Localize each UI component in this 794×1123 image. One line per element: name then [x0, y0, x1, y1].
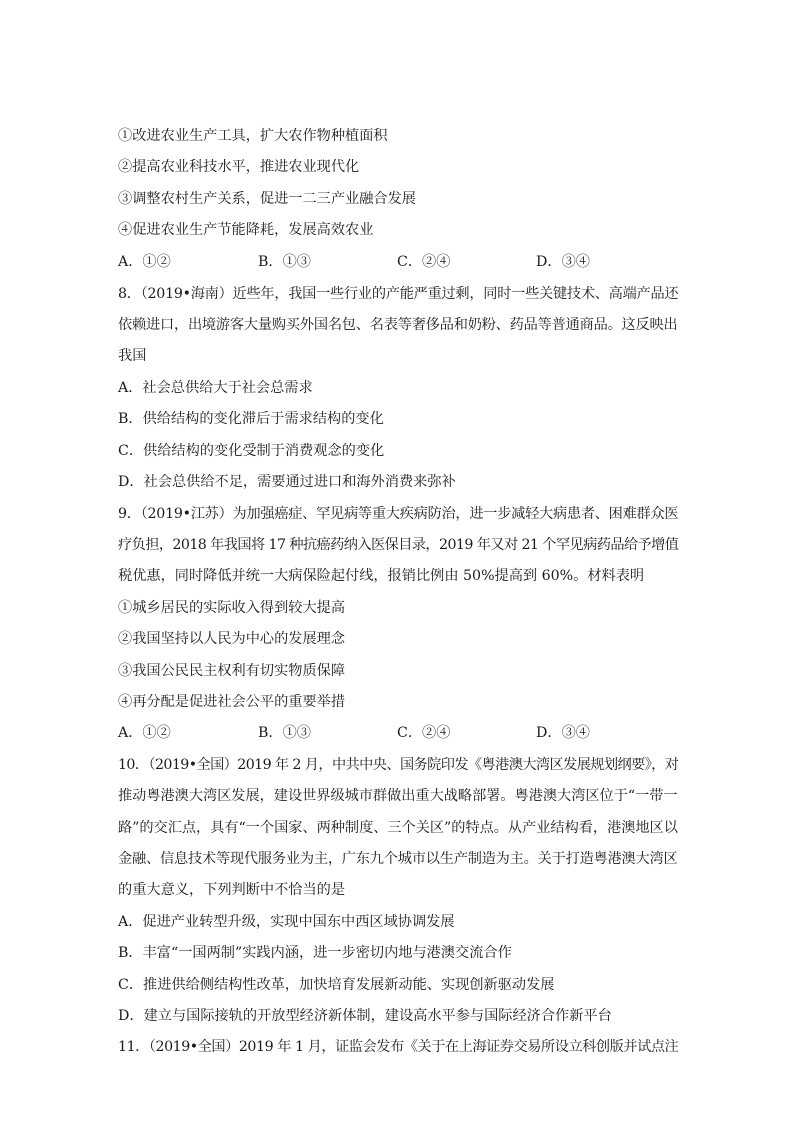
q9-item-2: ②我国坚持以人民为中心的发展理念 [118, 631, 346, 647]
q9-option-d: D．③④ [536, 725, 590, 741]
q10-stem-line-3: 路”的交汇点，具有“一个国家、两种制度、三个关区”的特点。从产业结构看，港澳地区以 [118, 820, 678, 836]
q8-option-c: C．供给结构的变化受制于消费观念的变化 [118, 443, 385, 459]
q9-stem-line-1: 9．（2019•江苏）为加强癌症、罕见病等重大疾病防治，进一步减轻大病患者、困难群众医 [118, 506, 679, 522]
q7-option-a: A．①② [118, 254, 171, 270]
q9-stem-line-3: 税优惠，同时降低并统一大病保险起付线，报销比例由 50%提高到 60%。材料表明 [118, 568, 645, 584]
q10-option-b: B．丰富“一国两制”实践内涵，进一步密切内地与港澳交流合作 [118, 945, 512, 961]
q7-option-b: B．①③ [258, 254, 311, 270]
q9-options [118, 723, 678, 743]
q7-item-3: ③调整农村生产关系，促进一二三产业融合发展 [118, 191, 416, 207]
q9-option-c: C．②④ [397, 725, 451, 741]
q10-stem-line-2: 推动粤港澳大湾区发展，建设世界级城市群做出重大战略部署。粤港澳大湾区位于“一带一 [118, 788, 678, 804]
q7-item-4: ④促进农业生产节能降耗，发展高效农业 [118, 222, 374, 238]
q7-item-2: ②提高农业科技水平，推进农业现代化 [118, 159, 360, 175]
q10-option-d: D．建立与国际接轨的开放型经济新体制，建设高水平参与国际经济合作新平台 [118, 1008, 612, 1024]
q11-stem-line-1: 11．（2019•全国）2019 年 1 月，证监会发布《关于在上海证券交易所设立科创版并试点注 [118, 1039, 679, 1055]
q10-stem-line-5: 的重大意义，下列判断中不恰当的是 [118, 882, 346, 898]
q10-stem-line-1: 10．（2019•全国）2019 年 2 月，中共中央、国务院印发《粤港澳大湾区发展规划纲要》，对 [118, 757, 679, 773]
q7-option-d: D．③④ [536, 254, 590, 270]
q7-option-c: C．②④ [397, 254, 451, 270]
q8-stem-line-1: 8．（2019•海南）近些年，我国一些行业的产能严重过剩，同时一些关键技术、高端产品还 [118, 286, 679, 302]
q10-option-c: C．推进供给侧结构性改革，加快培育发展新动能、实现创新驱动发展 [118, 977, 555, 993]
q7-options [118, 252, 678, 272]
q9-item-3: ③我国公民民主权利有切实物质保障 [118, 663, 346, 679]
q9-item-4: ④再分配是促进社会公平的重要举措 [118, 694, 346, 710]
q9-option-b: B．①③ [258, 725, 311, 741]
q10-stem-line-4: 金融、信息技术等现代服务业为主，广东九个城市以生产制造为主。关于打造粤港澳大湾区 [118, 851, 678, 867]
q7-item-1: ①改进农业生产工具，扩大农作物种植面积 [118, 128, 388, 144]
q9-stem-line-2: 疗负担，2018 年我国将 17 种抗癌药纳入医保目录，2019 年又对 21 个罕见病药品给予增值 [118, 537, 679, 553]
q8-option-b: B．供给结构的变化滞后于需求结构的变化 [118, 411, 384, 427]
q10-option-a: A．促进产业转型升级，实现中国东中西区域协调发展 [118, 914, 455, 930]
q8-option-d: D．社会总供给不足，需要通过进口和海外消费来弥补 [118, 474, 456, 490]
q9-option-a: A．①② [118, 725, 171, 741]
q8-stem-line-2: 依赖进口，出境游客大量购买外国名包、名表等奢侈品和奶粉、药品等普通商品。这反映出 [118, 317, 678, 333]
q8-option-a: A．社会总供给大于社会总需求 [118, 380, 313, 396]
q8-stem-line-3: 我国 [118, 348, 147, 364]
q9-item-1: ①城乡居民的实际收入得到较大提高 [118, 600, 346, 616]
